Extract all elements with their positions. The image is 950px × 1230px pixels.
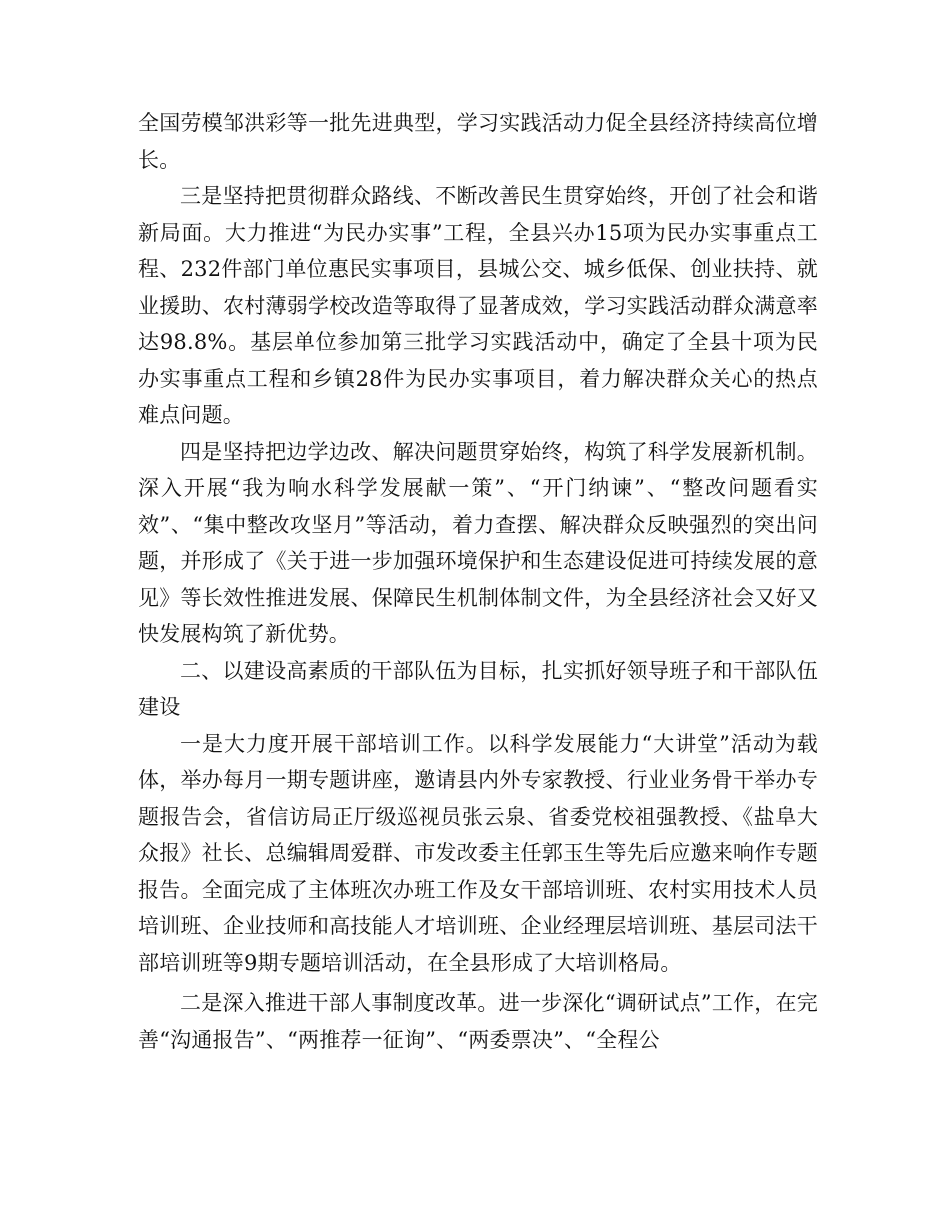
section-heading: 二、以建设高素质的干部队伍为目标，扎实抓好领导班子和干部队伍建设 — [138, 658, 818, 719]
paragraph-4: 一是大力度开展干部培训工作。以科学发展能力“大讲堂”活动为载体，举办每月一期专题讲座，邀请县内外专家教授、行业业务骨干举办专题报告会，省信访局正厅级巡视员张云泉、省委党校祖强教授、《盐阜大众报》社长、总编辑周爱群、市发改委主任郭玉生等先后应邀来响作专题报告。全面完成了主体班次办班工作及女干部培训班、农村实用技术人员培训班、企业技师和高技能人才培训班、企业经理层培训班、基层司法干部培训班等9期专题培训活动，在全县形成了大培训格局。 — [138, 731, 818, 975]
paragraph-3: 四是坚持把边学边改、解决问题贯穿始终，构筑了科学发展新机制。深入开展“我为响水科学发展献一策”、“开门纳谏”、“整改问题看实效”、“集中整改攻坚月”等活动，着力查摆、解决群众反映强烈的突出问题，并形成了《关于进一步加强环境保护和生态建设促进可持续发展的意见》等长效性推进发展、保障民生机制体制文件，为全县经济社会又好又快发展构筑了新优势。 — [138, 439, 818, 646]
paragraph-5: 二是深入推进干部人事制度改革。进一步深化“调研试点”工作，在完善“沟通报告”、“两推荐一征询”、“两委票决”、“全程公 — [138, 991, 818, 1052]
document-body — [138, 105, 818, 1058]
paragraph-1: 全国劳模邹洪彩等一批先进典型，学习实践活动力促全县经济持续高位增长。 — [138, 111, 818, 172]
paragraph-2: 三是坚持把贯彻群众路线、不断改善民生贯穿始终，开创了社会和谐新局面。大力推进“为民办实事”工程，全县兴办15项为民办实事重点工程、232件部门单位惠民实事项目，县城公交、城乡低保、创业扶持、就业援助、农村薄弱学校改造等取得了显著成效，学习实践活动群众满意率达98.8%。基层单位参加第三批学习实践活动中，确定了全县十项为民办实事重点工程和乡镇28件为民办实事项目，着力解决群众关心的热点难点问题。 — [138, 184, 818, 427]
